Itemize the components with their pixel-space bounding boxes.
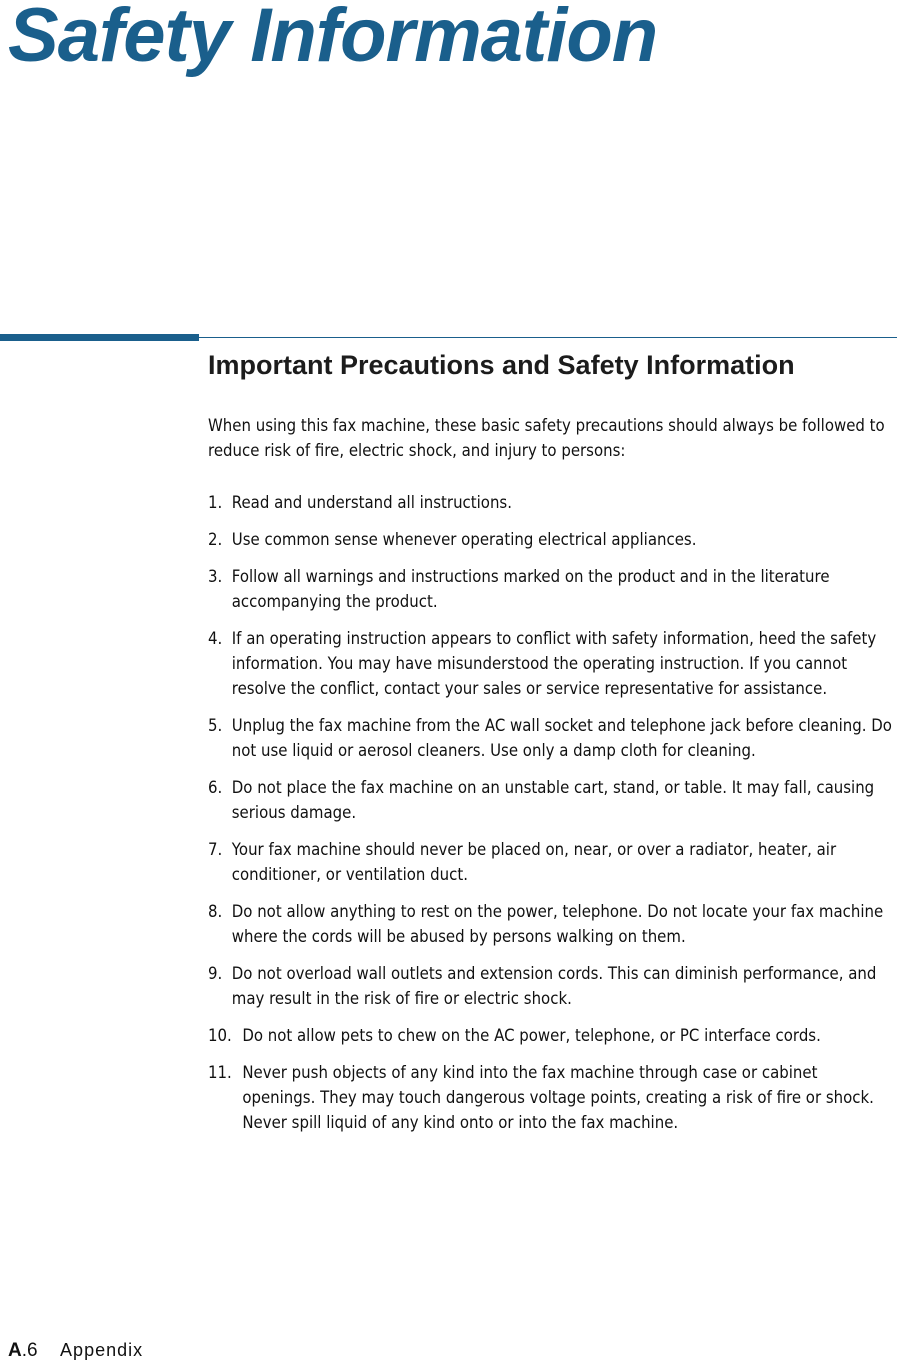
list-item-number: 2. <box>208 530 223 550</box>
list-item-number: 10. <box>208 1026 232 1046</box>
list-item <box>208 528 894 553</box>
list-item-number: 4. <box>208 629 223 649</box>
header-rule-thin <box>199 337 897 338</box>
list-item <box>208 776 894 826</box>
list-item-text: If an operating instruction appears to conflict with safety information, heed the safety information. You may have misunderstood the operating instruction. If you cannot resolve the conflict, contact your sales or service representative for assistance. <box>231 629 877 699</box>
list-item-number: 6. <box>208 778 223 798</box>
precautions-list <box>208 491 894 1148</box>
list-item-text: Your fax machine should never be placed on, near, or over a radiator, heater, air conditioner, or ventilation duct. <box>231 840 837 885</box>
section-heading: Important Precautions and Safety Information <box>208 350 795 380</box>
page-number-letter: A <box>8 1340 22 1361</box>
intro-paragraph: When using this fax machine, these basic safety precautions should always be followed to reduce risk of fire, electric shock, and injury to persons: <box>208 416 885 461</box>
list-item-number: 5. <box>208 716 223 736</box>
list-item <box>208 1024 894 1049</box>
list-item-text: Follow all warnings and instructions marked on the product and in the literature accompanying the product. <box>231 567 830 612</box>
list-item <box>208 1061 894 1136</box>
list-item-number: 8. <box>208 902 223 922</box>
list-item <box>208 838 894 888</box>
list-item-text: Unplug the fax machine from the AC wall socket and telephone jack before cleaning. Do not use liquid or aerosol cleaners. Use only a damp cloth for cleaning. <box>231 716 892 761</box>
list-item <box>208 565 894 615</box>
list-item <box>208 900 894 950</box>
list-item <box>208 714 894 764</box>
list-item-number: 7. <box>208 840 223 860</box>
list-item-text: Do not allow anything to rest on the power, telephone. Do not locate your fax machine where the cords will be abused by persons walking on them. <box>231 902 884 947</box>
header-rule-thick <box>0 334 199 341</box>
list-item-text: Use common sense whenever operating electrical appliances. <box>231 530 697 550</box>
list-item-number: 11. <box>208 1063 232 1083</box>
footer-section-label: Appendix <box>60 1340 144 1360</box>
page-footer <box>8 1340 143 1362</box>
list-item-number: 3. <box>208 567 223 587</box>
page-title: Safety Information <box>8 0 658 78</box>
list-item-text: Do not place the fax machine on an unstable cart, stand, or table. It may fall, causing serious damage. <box>231 778 875 823</box>
list-item <box>208 962 894 1012</box>
list-item-text: Do not overload wall outlets and extension cords. This can diminish performance, and may result in the risk of fire or electric shock. <box>231 964 877 1009</box>
list-item-text: Never push objects of any kind into the fax machine through case or cabinet openings. They may touch dangerous voltage points, creating a risk of fire or shock. Never spill liquid of any kind onto or into the fax machine. <box>242 1063 874 1133</box>
list-item-number: 1. <box>208 493 223 513</box>
list-item <box>208 627 894 702</box>
page-number: .6 <box>21 1340 38 1361</box>
list-item-text: Read and understand all instructions. <box>231 493 512 513</box>
list-item-number: 9. <box>208 964 223 984</box>
list-item-text: Do not allow pets to chew on the AC power, telephone, or PC interface cords. <box>242 1026 821 1046</box>
list-item <box>208 491 894 516</box>
